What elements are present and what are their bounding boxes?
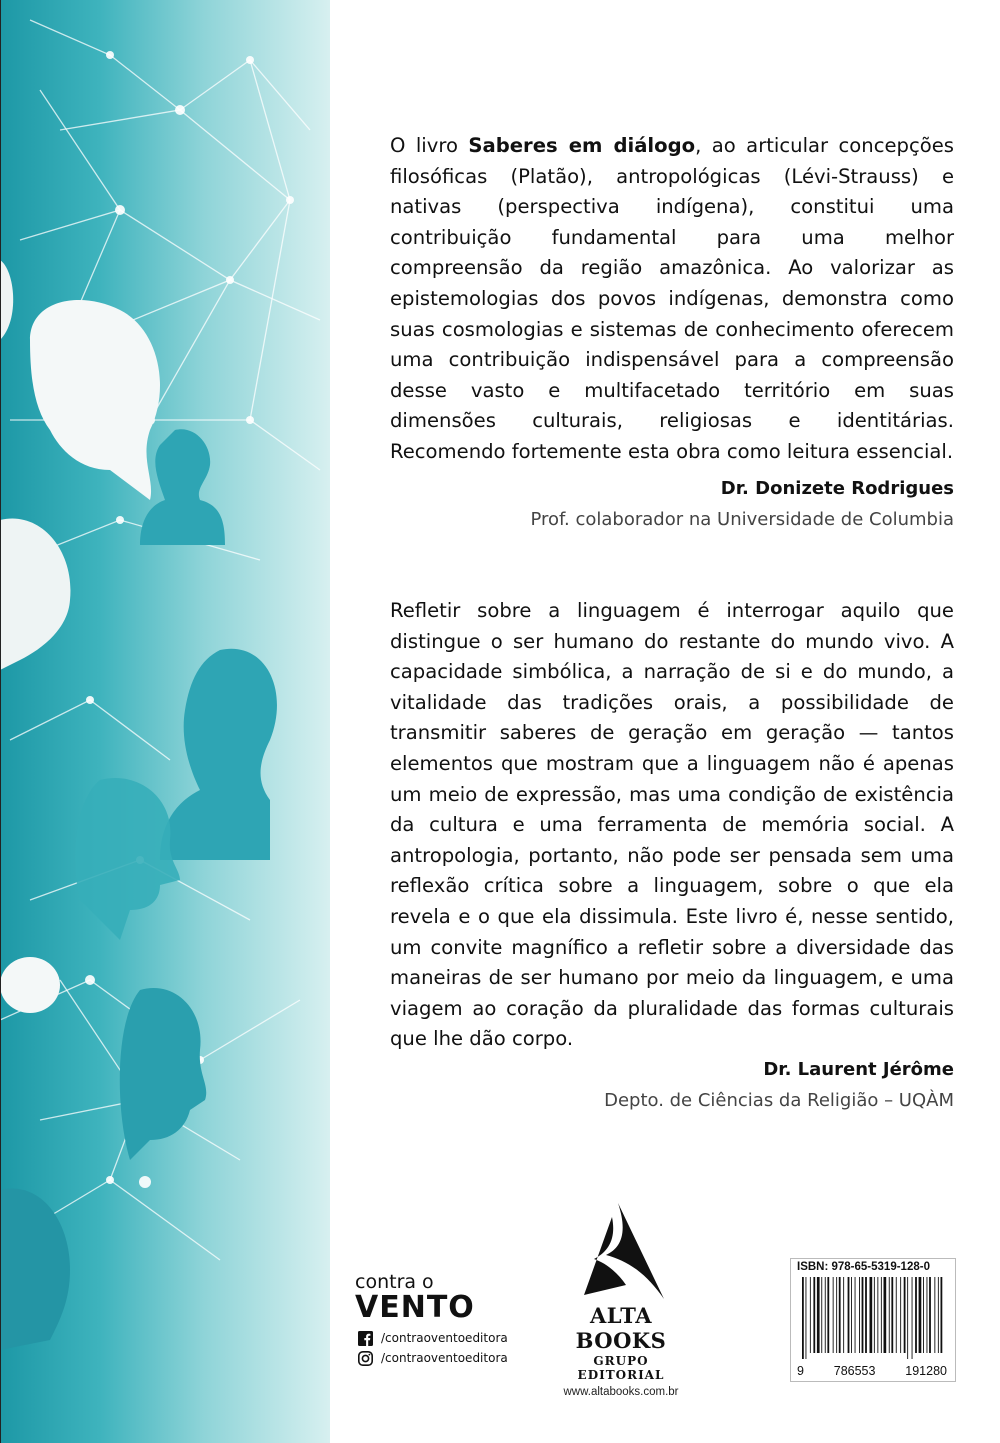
white-head-figure-left (0, 518, 70, 670)
logo-line-1: contra o (355, 1271, 434, 1293)
instagram-icon (357, 1350, 373, 1366)
alta-books-mark-icon (576, 1203, 666, 1299)
barcode-digits (797, 1364, 947, 1378)
teal-head-figure-bottom (0, 1188, 70, 1350)
review-2-text (390, 596, 954, 1055)
alta-books-name: ALTA BOOKS (575, 1303, 667, 1353)
instagram-handle[interactable] (357, 1350, 508, 1366)
logo-line-2: VENTO (355, 1290, 475, 1325)
barcode-digit-first: 9 (797, 1364, 804, 1378)
contra-o-vento-logo (355, 1272, 475, 1324)
white-head-figure (30, 300, 160, 500)
isbn-barcode (790, 1258, 956, 1382)
review-1-affiliation: Prof. colaborador na Universidade de Columbia (530, 509, 954, 530)
teal-pawn-figure-large (160, 649, 277, 860)
facebook-handle[interactable] (357, 1330, 508, 1346)
speech-bubble (0, 957, 60, 1013)
white-figure-edge (0, 260, 13, 340)
review-2-affiliation: Depto. de Ciências da Religião – UQÀM (604, 1090, 954, 1111)
cover-artwork (0, 0, 330, 1443)
review-2-author: Dr. Laurent Jérôme (763, 1059, 954, 1080)
review-2-body: Refletir sobre a linguagem é interrogar aquilo que distingue o ser humano do restante do mundo vivo. A capacidade simbólica, a narração de si e do mundo, a vitalidade das tradições orais, a possibilidade de transmitir saberes de geração em geração — tantos elementos que mostram que a linguagem não é apenas um meio de expressão, mas uma condição de existência da cultura e uma ferramenta de memória social. A antropologia, portanto, não pode ser pensada sem uma reflexão crítica sobre a linguagem, sobre o que ela revela e o que ela dissimula. Este livro é, nesse sentido, um convite magnífico a refletir sobre a diversidade das maneiras de ser humano por meio da linguagem, e uma viagem ao coração da pluralidade das formas culturais que lhe dão corpo. (390, 599, 954, 1051)
teal-head-figure-lower (120, 988, 206, 1160)
instagram-handle-text: /contraoventoeditora (381, 1351, 508, 1365)
facebook-handle-text: /contraoventoeditora (381, 1331, 508, 1345)
alta-books-url: www.altabooks.com.br (563, 1386, 679, 1398)
teal-head-figure (75, 778, 180, 940)
barcode-bars (798, 1277, 948, 1359)
network-figures-illustration (0, 0, 330, 1443)
teal-pawn-figure (140, 429, 225, 545)
isbn-label: ISBN: 978-65-5319-128-0 (797, 1261, 930, 1273)
alta-books-group: GRUPO EDITORIAL (577, 1354, 665, 1382)
book-title: Saberes em diálogo (468, 134, 696, 157)
review-1-lead: O livro (390, 134, 469, 157)
review-1-author: Dr. Donizete Rodrigues (720, 478, 954, 499)
review-1-body: , ao articular concepções filosóficas (Platão), antropológicas (Lévi-Strauss) e nativas (perspectiva indígena), constitui uma contribuição fundamental para uma melhor compreensão da região amazônica. Ao valorizar as epistemologias dos povos indígenas, demonstra como suas cosmologias e sistemas de conhecimento oferecem uma contribuição indispensável para a compreensão desse vasto e multifacetado território em suas dimensões culturais, religiosas e identitárias. Recomendo fortemente esta obra como leitura essencial. (390, 134, 954, 463)
alta-books-logo (548, 1203, 694, 1398)
facebook-icon (357, 1330, 373, 1346)
barcode-digits-right: 191280 (905, 1364, 947, 1378)
barcode-digits-left: 786553 (833, 1364, 876, 1378)
cover-left-edge (0, 0, 1, 1443)
review-1-text (390, 131, 954, 468)
